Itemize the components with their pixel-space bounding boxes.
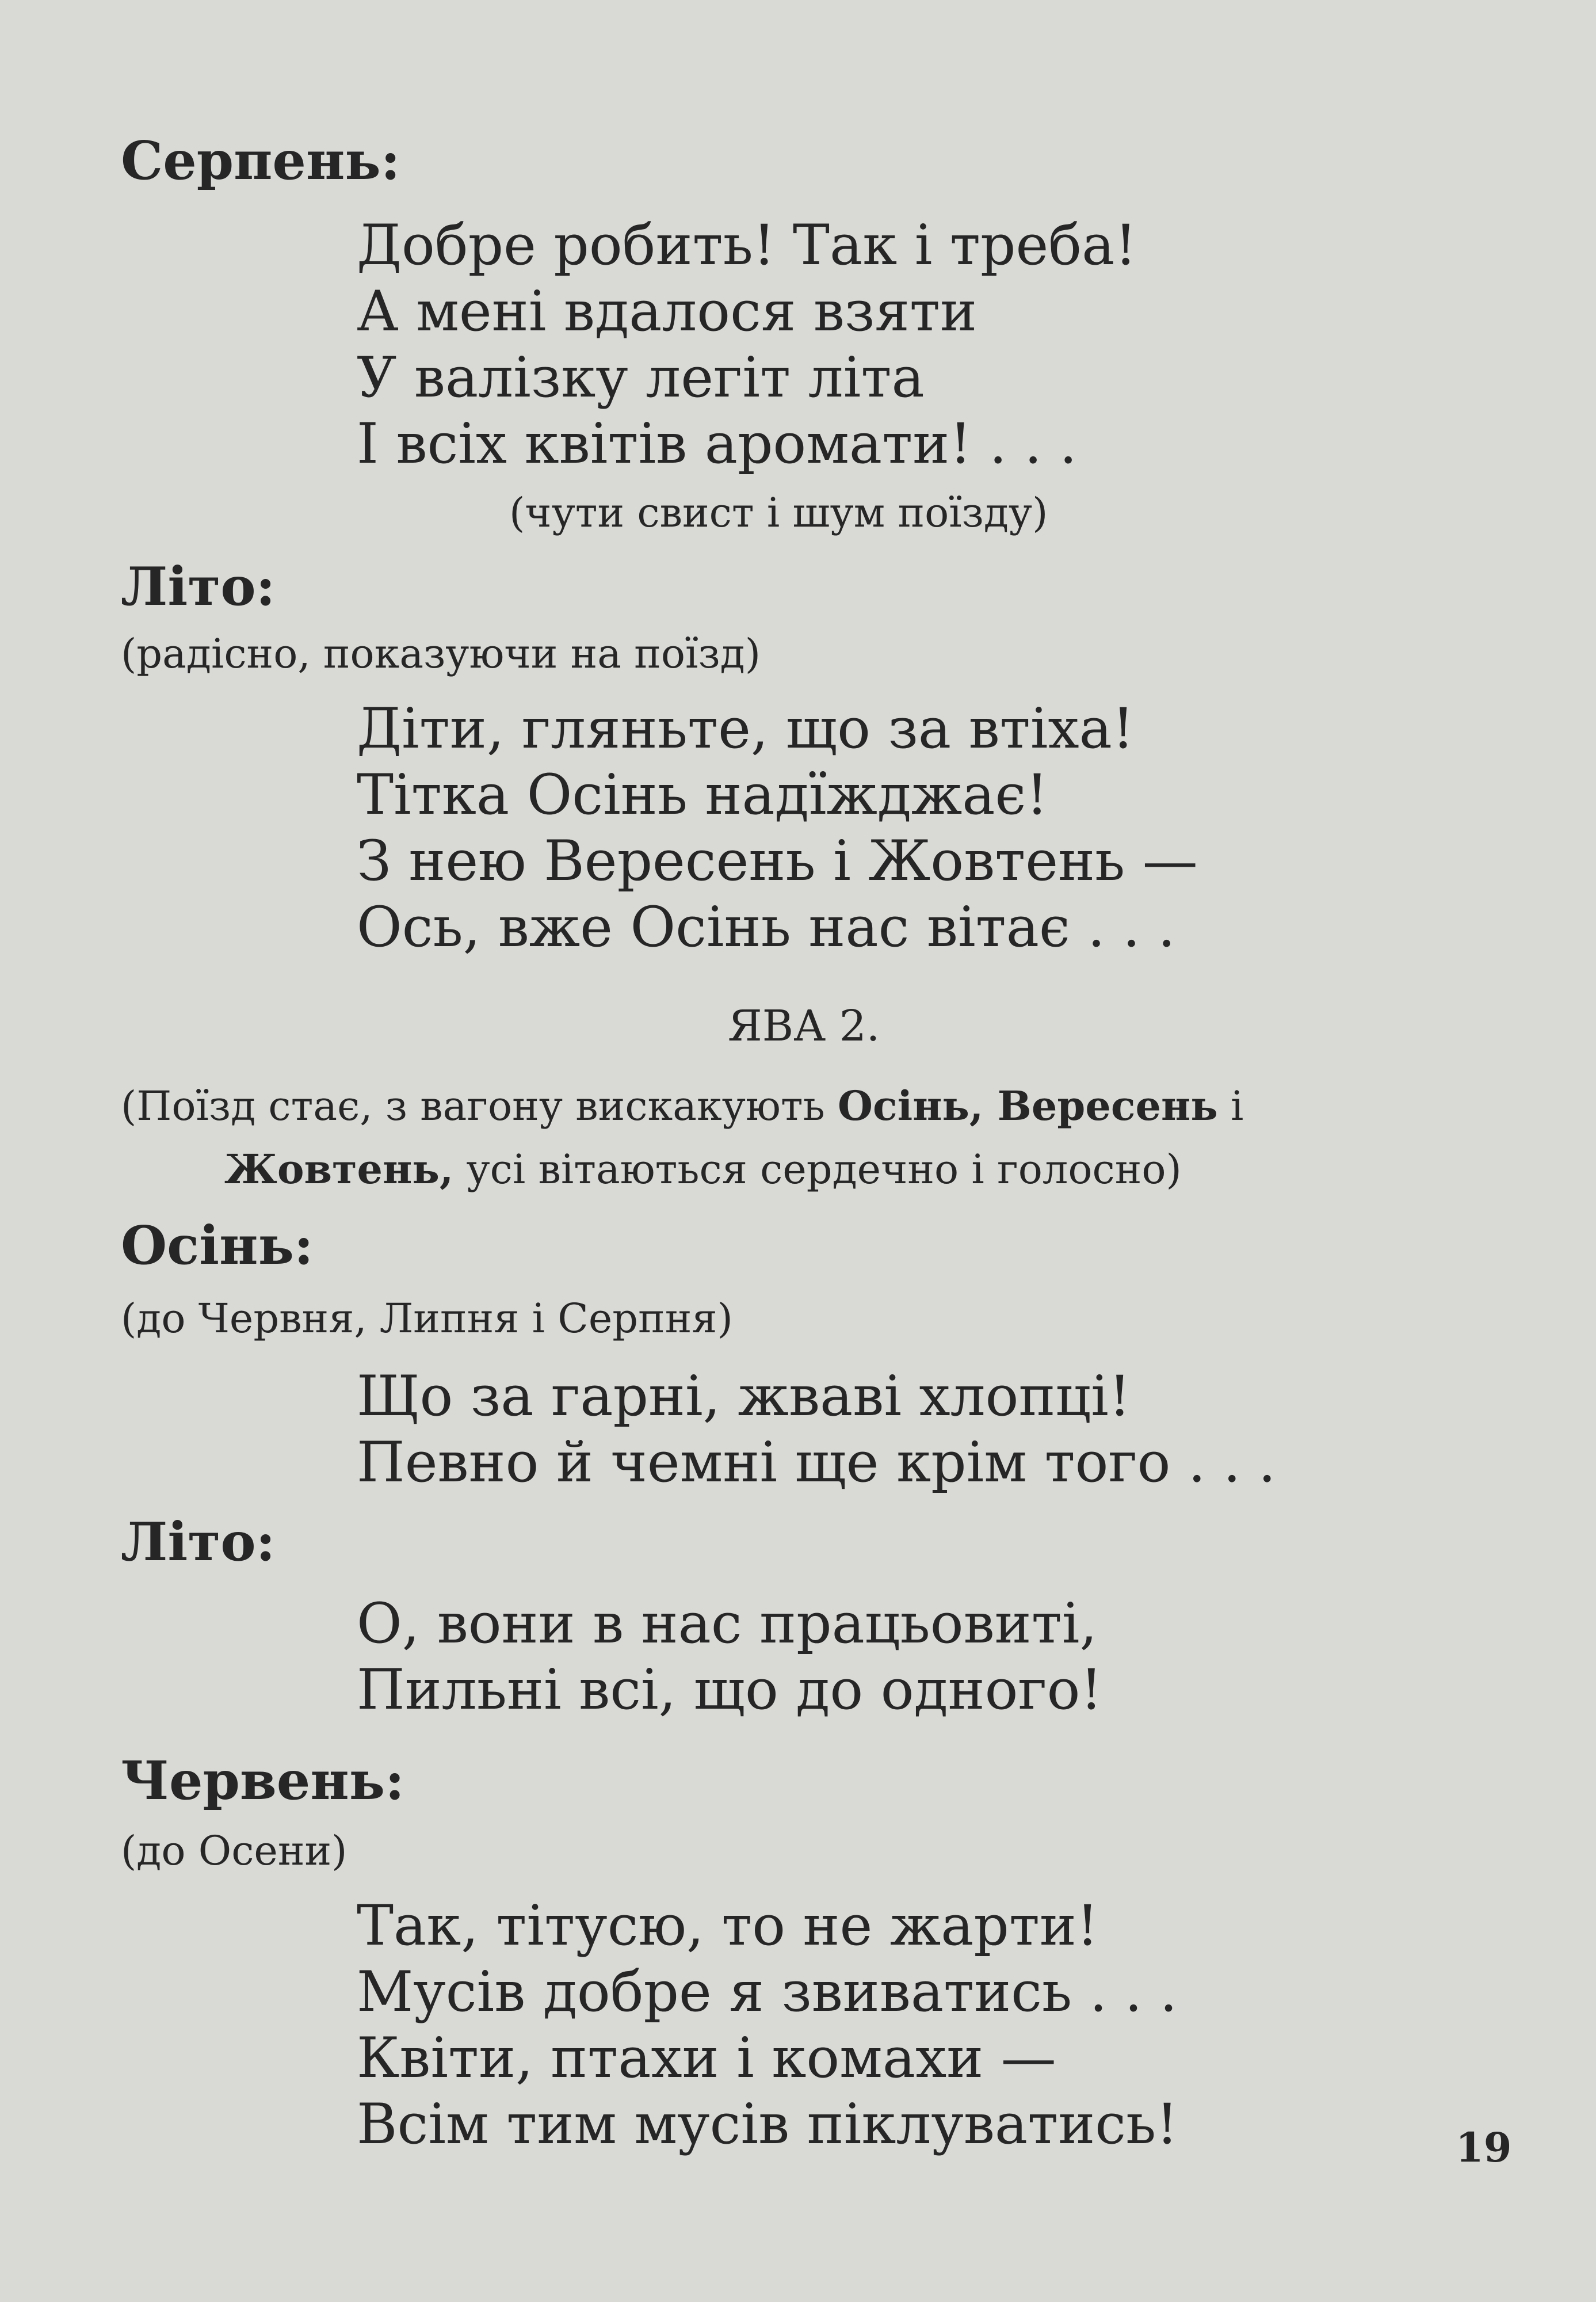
verse-line: З нею Вересень і Жовтень — bbox=[357, 829, 1198, 893]
verse-line: І всіх квітів аромати! . . . bbox=[357, 411, 1077, 476]
stage-text: (Поїзд стає, з вагону вискакують bbox=[121, 1083, 838, 1130]
verse-line: Так, тітусю, то не жарти! bbox=[357, 1893, 1099, 1958]
verse-line: Що за гарні, жваві хлопці! bbox=[357, 1364, 1131, 1428]
speaker-cherven: Червень: bbox=[121, 1750, 405, 1812]
speaker-lito: Літо: bbox=[121, 1511, 276, 1573]
verse-line: Мусів добре я звиватись . . . bbox=[357, 1960, 1178, 2024]
speaker-osin: Осінь: bbox=[121, 1214, 314, 1276]
verse-line: Діти, гляньте, що за втіха! bbox=[357, 696, 1135, 761]
verse-line: Всім тим мусів піклуватись! bbox=[357, 2092, 1178, 2156]
stage-direction: (чути свист і шум поїзду) bbox=[509, 489, 1048, 536]
verse-line: Певно й чемні ще крім того . . . bbox=[357, 1430, 1276, 1495]
verse-line: Добре робить! Так і треба! bbox=[357, 213, 1137, 277]
stage-direction: (до Осени) bbox=[121, 1827, 348, 1874]
stage-text-bold: Осінь, Вересень bbox=[838, 1082, 1218, 1130]
stage-direction bbox=[121, 1082, 1243, 1130]
speaker-serpen: Серпень: bbox=[121, 129, 400, 192]
page-number: 19 bbox=[1456, 2124, 1512, 2171]
verse-line: У валізку легіт літа bbox=[357, 345, 925, 410]
stage-direction: (до Червня, Липня і Серпня) bbox=[121, 1295, 733, 1342]
verse-line: Квіти, птахи і комахи — bbox=[357, 2026, 1056, 2090]
scene-title: ЯВА 2. bbox=[728, 1001, 880, 1051]
verse-line: О, вони в нас працьовиті, bbox=[357, 1591, 1097, 1656]
stage-text: і bbox=[1217, 1083, 1244, 1130]
verse-line: Ось, вже Осінь нас вітає . . . bbox=[357, 895, 1175, 959]
speaker-lito: Літо: bbox=[121, 555, 276, 618]
verse-line: Тітка Осінь надїжджає! bbox=[357, 763, 1048, 827]
verse-line: Пильні всі, що до одного! bbox=[357, 1657, 1103, 1722]
stage-text: усі вітаються сердечно і голосно) bbox=[453, 1146, 1182, 1193]
verse-line: А мені вдалося взяти bbox=[357, 279, 977, 344]
stage-direction: (радісно, показуючи на поїзд) bbox=[121, 630, 761, 677]
stage-text-bold: Жовтень, bbox=[224, 1145, 454, 1193]
stage-direction bbox=[224, 1145, 1182, 1193]
